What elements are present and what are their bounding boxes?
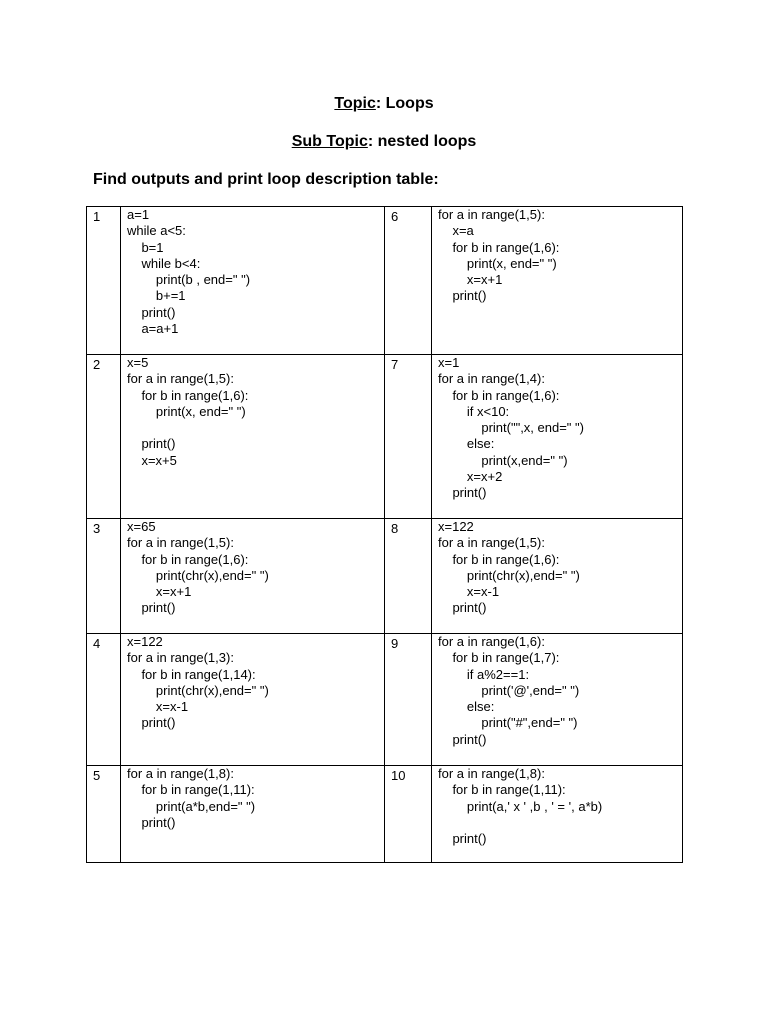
exercise-code-cell <box>432 519 683 634</box>
exercise-code: x=122 for a in range(1,3): for b in range(1,14): print(chr(x),end=" ") x=x-1 print() <box>127 634 269 731</box>
exercise-code: x=122 for a in range(1,5): for b in range(1,6): print(chr(x),end=" ") x=x-1 print() <box>438 519 580 616</box>
exercise-code-cell <box>121 766 385 863</box>
exercise-code: x=65 for a in range(1,5): for b in range(1,6): print(chr(x),end=" ") x=x+1 print() <box>127 519 269 616</box>
exercise-code: for a in range(1,8): for b in range(1,11): print(a,' x ' ,b , ' = ', a*b) print() <box>438 766 603 847</box>
exercise-code-cell <box>432 766 683 863</box>
table-row <box>87 766 683 863</box>
exercise-code: x=5 for a in range(1,5): for b in range(1,6): print(x, end=" ") print() x=x+5 <box>127 355 249 468</box>
exercise-code: a=1 while a<5: b=1 while b<4: print(b , end=" ") b+=1 print() a=a+1 <box>127 207 251 337</box>
exercise-number: 4 <box>87 634 121 766</box>
topic-value: : Loops <box>375 95 434 112</box>
exercise-code-cell <box>121 207 385 355</box>
exercise-code-cell <box>432 207 683 355</box>
topic-heading <box>0 94 768 114</box>
exercise-code: for a in range(1,5): x=a for b in range(1,6): print(x, end=" ") x=x+1 print() <box>438 207 560 304</box>
table-row <box>87 634 683 766</box>
subtopic-label: Sub Topic <box>291 133 368 150</box>
exercise-number: 3 <box>87 519 121 634</box>
exercise-code-cell <box>121 355 385 519</box>
exercise-number: 6 <box>385 207 432 355</box>
exercise-number: 2 <box>87 355 121 519</box>
exercise-number: 5 <box>87 766 121 863</box>
exercise-number: 7 <box>385 355 432 519</box>
exercise-number: 8 <box>385 519 432 634</box>
exercise-code: for a in range(1,6): for b in range(1,7): if a%2==1: print('@',end=" ") else: print("#",end=" ") print() <box>438 634 580 747</box>
table-row <box>87 207 683 355</box>
topic-label: Topic <box>334 95 376 112</box>
exercise-number: 9 <box>385 634 432 766</box>
exercise-code-cell <box>121 634 385 766</box>
instruction-text: Find outputs and print loop description table: <box>93 171 439 188</box>
table-row <box>87 355 683 519</box>
exercise-code-cell <box>432 355 683 519</box>
exercise-code: x=1 for a in range(1,4): for b in range(1,6): if x<10: print("",x, end=" ") else: print(x,end=" ") x=x+2 print() <box>438 355 584 501</box>
exercise-number: 10 <box>385 766 432 863</box>
loop-exercise-table <box>86 206 683 863</box>
subtopic-heading <box>0 132 768 152</box>
table-row <box>87 519 683 634</box>
exercise-code: for a in range(1,8): for b in range(1,11): print(a*b,end=" ") print() <box>127 766 256 830</box>
exercise-number: 1 <box>87 207 121 355</box>
exercise-code-cell <box>432 634 683 766</box>
subtopic-value: : nested loops <box>367 133 477 150</box>
exercise-code-cell <box>121 519 385 634</box>
